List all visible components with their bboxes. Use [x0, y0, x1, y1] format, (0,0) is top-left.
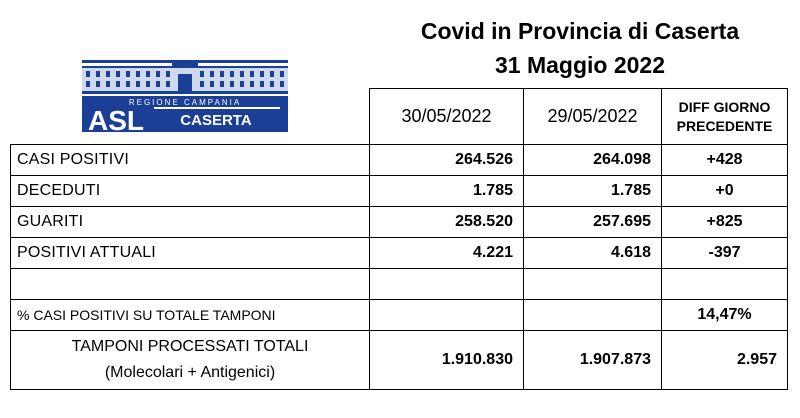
column-header-diff [662, 89, 788, 145]
column-header-date-2: 29/05/2022 [524, 89, 662, 145]
percent-row [11, 300, 788, 331]
cell-diff: +0 [662, 176, 788, 207]
svg-text:REGIONE CAMPANIA: REGIONE CAMPANIA [128, 98, 242, 107]
page-title [370, 14, 790, 82]
row-label-positivi-attuali: POSITIVI ATTUALI [11, 238, 370, 269]
totals-row [11, 331, 788, 390]
diff-header-line-2: PRECEDENTE [676, 117, 773, 134]
table-row [11, 238, 788, 269]
header-blank-cell [11, 89, 370, 145]
cell-value: 257.695 [524, 207, 662, 238]
cell-value: 1.910.830 [370, 331, 524, 390]
cell-value: 4.221 [370, 238, 524, 269]
cell-value: 4.618 [524, 238, 662, 269]
cell-value: 258.520 [370, 207, 524, 238]
table-header-row [11, 89, 788, 145]
row-label-deceduti: DECEDUTI [11, 176, 370, 207]
empty-row [11, 269, 788, 300]
cell-value: 1.785 [370, 176, 524, 207]
cell-value: 264.098 [524, 145, 662, 176]
empty-cell [370, 300, 524, 331]
empty-cell [524, 269, 662, 300]
svg-text:CASERTA: CASERTA [180, 112, 252, 129]
covid-data-table [10, 88, 788, 390]
tamponi-label-line-2: (Molecolari + Antigenici) [104, 364, 276, 381]
tamponi-label-line-1: TAMPONI PROCESSATI TOTALI [71, 338, 309, 355]
empty-cell [11, 269, 370, 300]
row-label-guariti: GUARITI [11, 207, 370, 238]
empty-cell [370, 269, 524, 300]
title-line-1: Covid in Provincia di Caserta [420, 18, 740, 44]
cell-percent-value: 14,47% [662, 300, 788, 331]
cell-diff: -397 [662, 238, 788, 269]
empty-cell [662, 269, 788, 300]
row-label-tamponi [11, 331, 370, 390]
diff-header-line-1: DIFF GIORNO [678, 98, 771, 115]
cell-value: 1.907.873 [524, 331, 662, 390]
table-row [11, 176, 788, 207]
row-label-casi-positivi: CASI POSITIVI [11, 145, 370, 176]
table-row [11, 207, 788, 238]
empty-cell [524, 300, 662, 331]
cell-diff: 2.957 [662, 331, 788, 390]
title-line-2: 31 Maggio 2022 [494, 52, 666, 78]
column-header-date-1: 30/05/2022 [370, 89, 524, 145]
cell-value: 1.785 [524, 176, 662, 207]
table-row [11, 145, 788, 176]
cell-diff: +825 [662, 207, 788, 238]
row-label-percent-positivi: % CASI POSITIVI SU TOTALE TAMPONI [11, 300, 370, 331]
svg-text:ASL: ASL [88, 105, 144, 132]
cell-value: 264.526 [370, 145, 524, 176]
cell-diff: +428 [662, 145, 788, 176]
